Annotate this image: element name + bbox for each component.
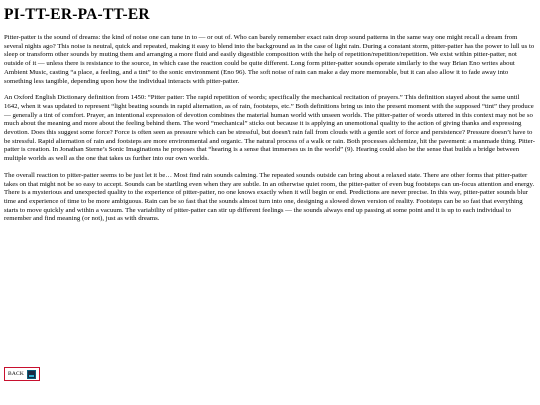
back-button[interactable] [4, 367, 40, 381]
body-paragraph-1: Pitter-patter is the sound of dreams: the kind of noise one can tune in to — or out of. Who can barely remember exact rain drop sound patterns in the same way one might recall a dream from several nights ago? This noise is neutral, quick and repeated, making it easy to blend into the background as in the case of light rain. During a constant storm, pitter-patter has the power to lull us to sleep or transform other sounds by muting them and arranging a more fluid and easily digestible composition with the help of repetition/repetition/repetition. We exist within pitter-patter, not outside of it — unless there is resistance to the source, in which case the reaction could be quite different. Long form pitter-patter sounds operate similarly to the way Brian Eno writes about Ambient Music, casting “a place, a feeling, and a tint” to the sonic environment (Eno 96). The soft noise of rain can make a day more memorable, but it can also allow it to fade away into something less tangible, depending upon how the individual interacts with pitter-patter. [4, 34, 535, 85]
page-title: PI-TT-ER-PA-TT-ER [4, 6, 150, 23]
back-button-label: BACK [8, 371, 25, 377]
body-paragraph-2: An Oxford English Dictionary definition from 1450: “Pitter patter: The rapid repetition of words; specifically the mechanical recitation of prayers.” This definition stayed about the same until 1642, when it was updated to represent “light beating sounds in rapid alternation, as of rain, footsteps, etc.” Both definitions bring us into the present moment with the supposed “tint” they produce — generally a tint of comfort. Prayer, an intentional expression of devotion combines the material human world with unseen worlds. The pitter-patter of words uttered in this context may not be so much about the meaning and more about the feeling behind them. The word “mechanical” sticks out because it is applying an unemotional quality to the action of giving thanks and expressing devotion. Does this suggest some force? Force is often seen as pressure which can be stressful, but doesn't rain fall from clouds with a gentle sort of force and persistence? Pressure doesn’t have to be stressful. Rapid alternation of rain and footsteps are more environmental and organic. The natural process of a walk or rain. Both processes alchemize, hit the pavement: a manmade thing. Pitter-patter is creation. In Jonathan Sterne’s Sonic Imaginations he proposes that “hearing is a sense that immerses us in the world” (9). Hearing could also be the sense that builds a bridge between multiple worlds as well as the one that takes us further into our own worlds. [4, 94, 536, 163]
back-nav [4, 367, 40, 381]
body-paragraph-3: The overall reaction to pitter-patter seems to be just let it be… Most find rain sounds calming. The repeated sounds outside can bring about a relaxed state. There are other forms that pitter-patter takes on that might not be so easy to accept. Sounds can be startling even when they are subtle. In an otherwise quiet room, the pitter-patter of even bug footsteps can un-focus attention and energy. There is a mysterious and unexpected quality to the experience of pitter-patter, no one knows exactly when it will begin or end. Predictions are never precise. In this way, pitter-patter sounds blur time and experience of time to be more ambiguous. Rain can be so fast that the sounds almost turn into one, designing a slowed down version of reality. Footsteps can be so fast that everything starts to move quickly and within a vacuum. The variability of pitter-patter can stir up different feelings — the sounds always end up passing at some point and it is up to each individual to remember and find meaning (or not), just as with dreams. [4, 171, 535, 223]
back-thumbnail-icon [27, 370, 36, 379]
